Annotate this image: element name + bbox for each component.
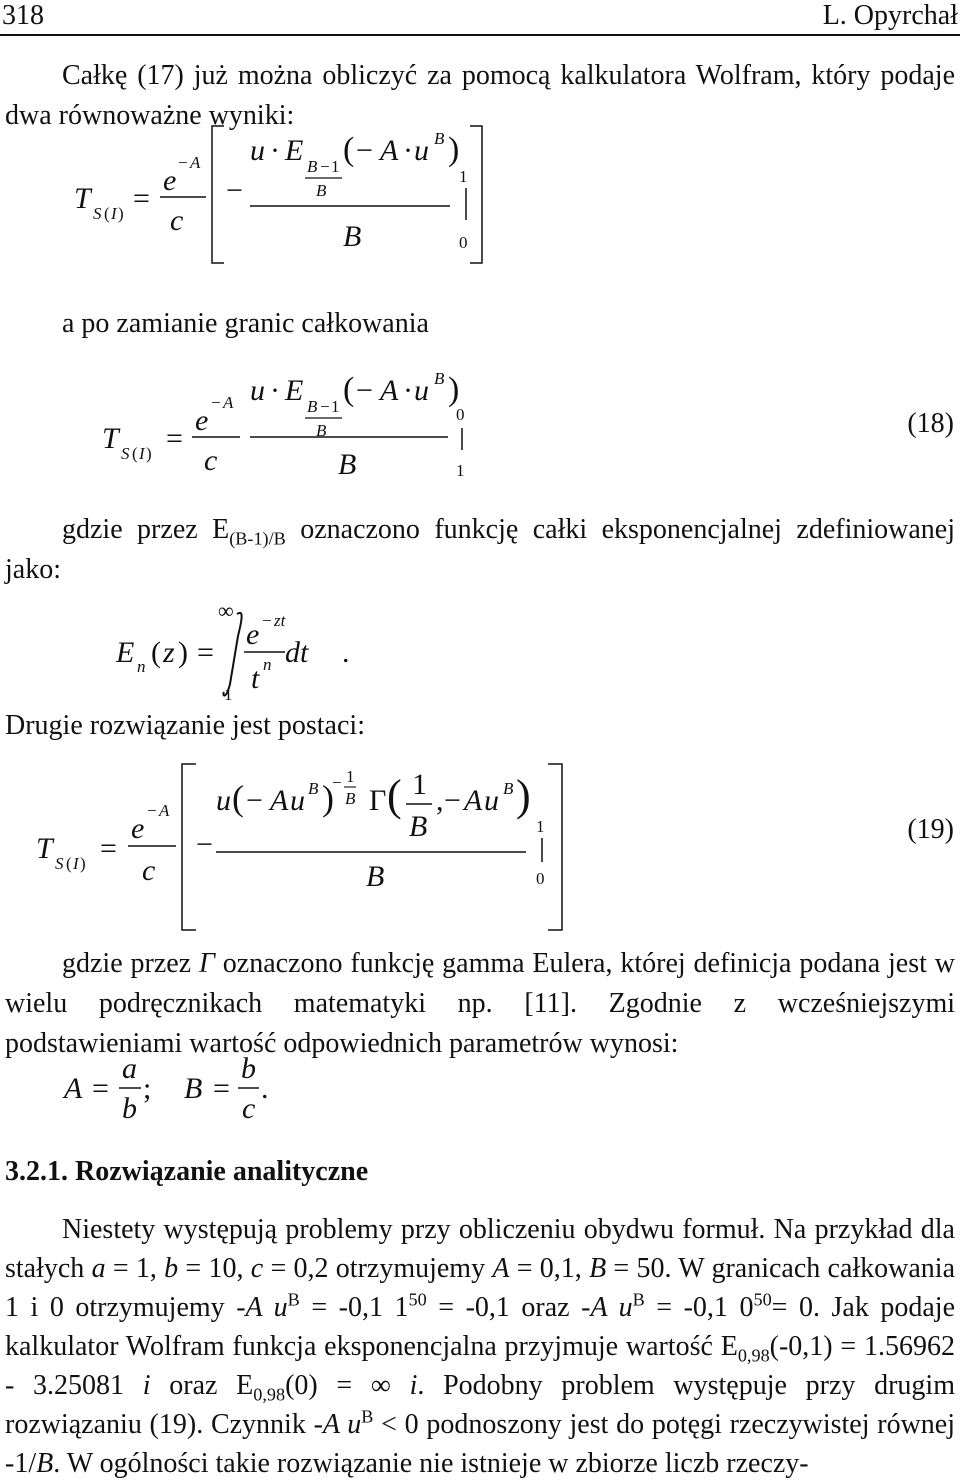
text-part: gdzie przez E bbox=[62, 514, 230, 545]
right-bracket bbox=[548, 764, 562, 930]
gamma-paren-open: ( bbox=[387, 771, 402, 820]
text-part: Niestety występują problemy przy obliczeniu obydwu formuł. Na przykład dla stałych bbox=[5, 1214, 955, 1284]
sub-B: B bbox=[307, 157, 318, 176]
comma: , bbox=[436, 784, 444, 817]
symbol-u: u bbox=[250, 374, 265, 407]
numerator-b: b bbox=[241, 1052, 256, 1085]
inner-A: A bbox=[380, 134, 399, 167]
exponent-minus: − bbox=[178, 153, 188, 172]
text-part: = 1, bbox=[105, 1253, 165, 1284]
sub-one: 1 bbox=[331, 157, 340, 176]
equation-18 bbox=[0, 358, 960, 488]
running-header-author: L. Opyrchał bbox=[822, 0, 958, 31]
inner-minus: − bbox=[356, 134, 373, 167]
text-part: = 0. Jak podaje kalkulator Wolfram funkcja eksponencjalna przyjmuje wartość E bbox=[5, 1292, 955, 1362]
symbol-T: T bbox=[36, 832, 53, 865]
inner-A: A bbox=[270, 784, 289, 817]
section-heading: 3.2.1. Rozwiązanie analityczne bbox=[5, 1156, 369, 1187]
equals-sign: = bbox=[133, 182, 150, 215]
symbol-e: e bbox=[195, 404, 209, 437]
denominator-exp-n: n bbox=[263, 655, 272, 674]
inner-dot: · bbox=[403, 134, 413, 167]
paragraph-swap-limits: a po zamianie granic całkowania bbox=[62, 308, 429, 339]
gamma-arg-one: 1 bbox=[412, 768, 427, 801]
equals-sign-2: = bbox=[213, 1072, 230, 1105]
symbol-c: c bbox=[170, 204, 184, 237]
gamma-A: A bbox=[464, 784, 483, 817]
numerator-a: a bbox=[122, 1052, 137, 1085]
equation-exponential-integral bbox=[0, 600, 960, 712]
outer-exp-one: 1 bbox=[346, 767, 355, 786]
symbol-e: e bbox=[131, 812, 145, 845]
var-A: A bbox=[492, 1253, 510, 1284]
exponent-minus: − bbox=[147, 801, 157, 820]
semicolon: ; bbox=[143, 1072, 152, 1105]
inner-minus: − bbox=[246, 784, 263, 817]
inner-minus: − bbox=[356, 374, 373, 407]
sub-one: 1 bbox=[331, 397, 340, 416]
symbol-c: c bbox=[142, 854, 156, 887]
outer-exp-minus: − bbox=[332, 773, 342, 792]
inner-exp-B: B bbox=[434, 129, 445, 148]
paren-close: ) bbox=[448, 371, 460, 408]
symbol-A: A bbox=[64, 1072, 83, 1105]
inner-exp-B: B bbox=[308, 779, 319, 798]
var-B: B bbox=[36, 1448, 54, 1479]
exp-zt: zt bbox=[274, 611, 286, 630]
exponent-minus: − bbox=[211, 393, 221, 412]
equation-19-label: (19) bbox=[907, 814, 954, 845]
denominator-b: b bbox=[122, 1092, 137, 1125]
left-bracket bbox=[182, 764, 196, 930]
subscript-paren-close: ) bbox=[80, 854, 86, 873]
var-A: A bbox=[245, 1292, 263, 1323]
sub-den-B: B bbox=[316, 181, 327, 200]
gamma-arg-B: B bbox=[409, 810, 428, 843]
integral-sign bbox=[223, 613, 241, 696]
var-A: A bbox=[590, 1292, 608, 1323]
var-i: i bbox=[142, 1370, 151, 1401]
var-A: A bbox=[322, 1409, 340, 1440]
lower-limit: 1 bbox=[456, 461, 465, 480]
symbol-z: z bbox=[163, 636, 175, 669]
symbol-c: c bbox=[204, 444, 218, 477]
sup-50: 50 bbox=[753, 1289, 772, 1310]
text-part: (-0,1) = 1.56962 - 3.25081 bbox=[5, 1331, 955, 1401]
minus-sign: − bbox=[196, 828, 213, 861]
upper-limit-infinity: ∞ bbox=[218, 600, 234, 623]
symbol-u: u bbox=[216, 784, 231, 817]
paren-close: ) bbox=[178, 636, 188, 669]
subscript-paren-open: ( bbox=[104, 204, 110, 223]
gamma-u: u bbox=[484, 784, 499, 817]
lower-limit: 0 bbox=[536, 869, 545, 888]
text-part: = 0,2 otrzymujemy bbox=[263, 1253, 493, 1284]
text-part: oznaczono funkcję całki eksponencjalnej zdefiniowanej jako: bbox=[5, 514, 955, 585]
page-number: 318 bbox=[2, 0, 44, 31]
symbol-u: u bbox=[250, 134, 265, 167]
subscript-S: S bbox=[55, 854, 64, 873]
text-part: < 0 podnoszony jest do potęgi rzeczywistej równej -1/ bbox=[5, 1409, 956, 1479]
paragraph-gamma-def bbox=[5, 944, 955, 1064]
symbol-B: B bbox=[184, 1072, 203, 1105]
equals-sign: = bbox=[100, 832, 117, 865]
symbol-T: T bbox=[102, 422, 119, 455]
subscript-S: S bbox=[121, 444, 130, 463]
subscript-I: I bbox=[139, 444, 145, 463]
paren-open: ( bbox=[151, 636, 161, 669]
subscript-paren-close: ) bbox=[146, 444, 152, 463]
equals-sign: = bbox=[92, 1072, 109, 1105]
subscript-S: S bbox=[93, 204, 102, 223]
paragraph-exp-integral-def bbox=[5, 510, 955, 590]
lower-limit-one: 1 bbox=[224, 685, 233, 704]
left-bracket bbox=[212, 126, 224, 263]
sup-B: B bbox=[361, 1406, 374, 1427]
var-u: u bbox=[607, 1292, 633, 1323]
subscript: (B-1)/B bbox=[229, 528, 286, 549]
text-part: = -0,1 1 bbox=[299, 1292, 409, 1323]
denominator-B: B bbox=[338, 448, 357, 481]
text-part: = 10, bbox=[178, 1253, 251, 1284]
var-u: u bbox=[339, 1409, 362, 1440]
sub-B: B bbox=[307, 397, 318, 416]
period: . bbox=[342, 636, 350, 669]
gamma-paren-close: ) bbox=[516, 771, 531, 820]
equation-result-1 bbox=[0, 118, 960, 268]
equation-parameters bbox=[0, 1052, 960, 1132]
var-a: a bbox=[91, 1253, 106, 1284]
text-part: (0) = bbox=[285, 1370, 371, 1401]
gamma-minus: − bbox=[444, 784, 461, 817]
equation-19 bbox=[0, 760, 960, 935]
subscript-paren-open: ( bbox=[66, 854, 72, 873]
sub-den-B: B bbox=[316, 421, 327, 440]
paragraph-second-solution: Drugie rozwiązanie jest postaci: bbox=[5, 710, 365, 741]
text-part: = 50. W granicach całkowania 1 i 0 otrzymujemy - bbox=[5, 1253, 956, 1323]
paren-open: ( bbox=[343, 371, 355, 408]
inner-u: u bbox=[414, 134, 429, 167]
text-part: gdzie przez bbox=[62, 948, 199, 979]
paren-open: ( bbox=[343, 131, 355, 168]
symbol-E: E bbox=[285, 374, 304, 407]
inner-u: u bbox=[414, 374, 429, 407]
equals-sign: = bbox=[197, 636, 214, 669]
text-part: = 0,1, bbox=[509, 1253, 590, 1284]
var-i: i bbox=[409, 1370, 418, 1401]
symbol-T: T bbox=[74, 182, 91, 215]
var-b: b bbox=[164, 1253, 179, 1284]
paragraph-analytic-problems bbox=[5, 1210, 955, 1483]
right-bracket bbox=[470, 126, 482, 263]
upper-limit: 0 bbox=[456, 405, 465, 424]
header-rule bbox=[0, 34, 960, 36]
differential-dt: dt bbox=[285, 636, 309, 669]
paragraph-intro: Całkę (17) już można obliczyć za pomocą kalkulatora Wolfram, który podaje dwa równoważne wyniki: bbox=[5, 60, 955, 131]
subscript-paren-open: ( bbox=[132, 444, 138, 463]
exponent-A: A bbox=[190, 153, 201, 172]
upper-limit: 1 bbox=[536, 817, 545, 836]
paren-close: ) bbox=[322, 778, 334, 818]
var-c: c bbox=[250, 1253, 264, 1284]
exponent-A: A bbox=[159, 801, 170, 820]
text-part: = -0,1 0 bbox=[644, 1292, 754, 1323]
text-part: . Podobny problem występuje przy drugim rozwiązaniu (19). Czynnik - bbox=[5, 1370, 955, 1440]
text-part: oraz E bbox=[150, 1370, 254, 1401]
sub-098: 0,98 bbox=[737, 1345, 770, 1366]
lower-limit: 0 bbox=[459, 233, 468, 252]
Gamma: Γ bbox=[369, 784, 387, 817]
paren-open: ( bbox=[232, 778, 244, 818]
dot-operator: · bbox=[270, 374, 280, 407]
var-u: u bbox=[262, 1292, 288, 1323]
subscript-I: I bbox=[73, 854, 79, 873]
gamma-symbol: Γ bbox=[198, 948, 215, 979]
sub-minus: − bbox=[320, 157, 330, 176]
var-B: B bbox=[589, 1253, 607, 1284]
text-part: . W ogólności takie rozwiązanie nie istnieje w zbiorze liczb rzeczy- bbox=[53, 1448, 809, 1479]
equation-18-label: (18) bbox=[907, 408, 954, 439]
sup-B: B bbox=[287, 1289, 300, 1310]
equals-sign: = bbox=[166, 422, 183, 455]
denominator-B: B bbox=[366, 860, 385, 893]
symbol-E: E bbox=[285, 134, 304, 167]
denominator-c: c bbox=[242, 1092, 256, 1125]
inner-A: A bbox=[380, 374, 399, 407]
gamma-exp-B: B bbox=[503, 779, 514, 798]
symbol-E: E bbox=[116, 636, 135, 669]
infinity-symbol: ∞ bbox=[370, 1370, 391, 1401]
exponent-A: A bbox=[223, 393, 234, 412]
denominator-t: t bbox=[251, 662, 260, 695]
denominator-B: B bbox=[343, 220, 362, 253]
period: . bbox=[261, 1072, 269, 1105]
sub-098: 0,98 bbox=[253, 1384, 286, 1405]
exp-minus: − bbox=[262, 611, 272, 630]
text-part: = -0,1 oraz - bbox=[426, 1292, 591, 1323]
inner-exp-B: B bbox=[434, 369, 445, 388]
subscript-I: I bbox=[111, 204, 117, 223]
sup-50: 50 bbox=[408, 1289, 427, 1310]
paren-close: ) bbox=[448, 131, 460, 168]
symbol-e: e bbox=[163, 164, 177, 197]
sub-minus: − bbox=[320, 397, 330, 416]
inner-u: u bbox=[290, 784, 305, 817]
subscript-n: n bbox=[137, 657, 146, 676]
text-part: oznaczono funkcję gamma Eulera, której definicja podana jest w wielu podręcznikach matematyki np. [11]. Zgodnie z wcześniejszymi podstawieniami wartość odpowiednich parametrów wynosi: bbox=[5, 948, 955, 1059]
upper-limit: 1 bbox=[459, 167, 468, 186]
numerator-e: e bbox=[246, 618, 260, 651]
dot-operator: · bbox=[270, 134, 280, 167]
minus-sign: − bbox=[226, 174, 243, 207]
outer-exp-B: B bbox=[345, 789, 356, 808]
inner-dot: · bbox=[403, 374, 413, 407]
sup-B: B bbox=[632, 1289, 645, 1310]
subscript-paren-close: ) bbox=[118, 204, 124, 223]
